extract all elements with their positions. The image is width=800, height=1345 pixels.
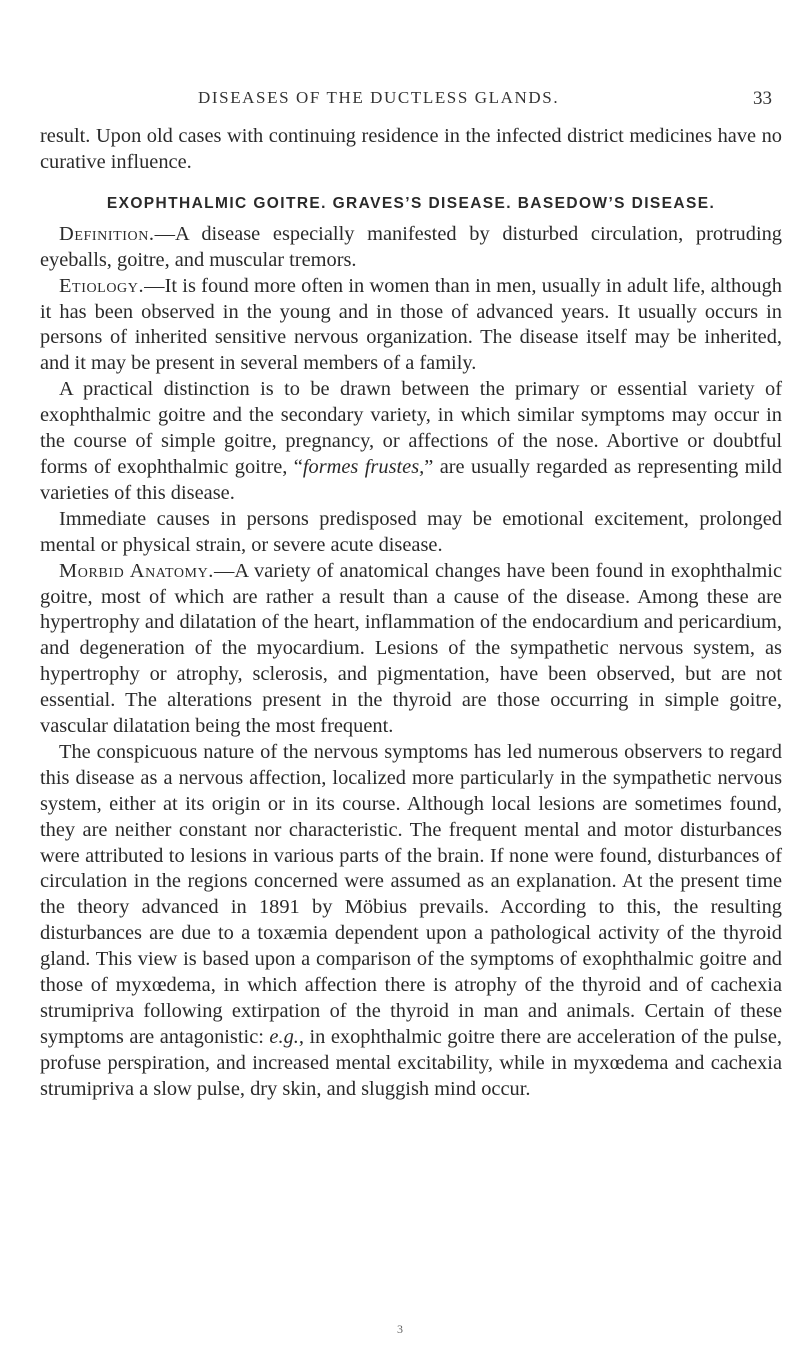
morbid-anatomy-paragraph bbox=[40, 559, 782, 740]
definition-paragraph bbox=[40, 222, 782, 274]
body-text bbox=[40, 124, 782, 1103]
distinction-paragraph bbox=[40, 377, 782, 507]
running-head bbox=[40, 88, 780, 112]
definition-label: Definition. bbox=[59, 222, 155, 245]
morbid-anatomy-label: Morbid Anatomy. bbox=[59, 559, 215, 582]
formes-frustes-term: formes frustes, bbox=[302, 455, 425, 478]
eg-abbreviation: e.g., bbox=[269, 1025, 304, 1048]
immediate-causes-paragraph: Immediate causes in persons predisposed may be emotional excitement, prolonged mental or physical strain, or severe acute disease. bbox=[40, 507, 782, 556]
etiology-text: —It is found more often in women than in men, usually in adult life, although it has been observed in the young and in those of advanced years. It usually occurs in persons of inherited sensitive nervous organization. The disease itself may be inherited, and it may be present in several members of a family. bbox=[40, 274, 782, 375]
nervous-theory-text-start: The conspicuous nature of the nervous symptoms has led numerous observers to regard this disease as a nervous affection, localized more particularly in the sympathetic nervous system, either at its origin or in its course. Although local lesions are sometimes found, they are neither constant nor characteristic. The frequent mental and motor disturbances were attributed to lesions in various parts of the brain. If none were found, disturbances of circulation in the regions concerned were assumed as an explanation. At the present time the theory advanced in 1891 by Möbius prevails. According to this, the resulting disturbances are due to a toxæmia dependent upon a pathological activity of the thyroid gland. This view is based upon a comparison of the symptoms of exophthalmic goitre and those of myxœdema, in which affection there is atrophy of the thyroid and of cachexia strumipriva following extirpation of the thyroid in man and animals. Certain of these symptoms are antagonistic: bbox=[40, 740, 782, 1048]
distinction-text-start: A practical distinction is to be drawn between the primary or essential variety of exophthalmic goitre and the secondary variety, in which similar symptoms may occur in the course of simple goitre, pregnancy, or affections of the nose. Abortive or doubtful forms of exophthalmic goitre, “ bbox=[40, 378, 782, 478]
section-heading: EXOPHTHALMIC GOITRE. GRAVES’S DISEASE. BASEDOW’S DISEASE. bbox=[106, 194, 716, 212]
carry-over-paragraph: result. Upon old cases with continuing residence in the infected district medicines have no curative influence. bbox=[40, 125, 782, 173]
nervous-theory-text-end: in exophthalmic goitre there are acceleration of the pulse, profuse perspiration, and increased mental excitability, while in myxœdema and cachexia strumipriva a slow pulse, dry skin, and sluggish mind occur. bbox=[40, 1025, 782, 1100]
etiology-paragraph bbox=[40, 274, 782, 378]
page-number: 33 bbox=[753, 88, 772, 109]
nervous-theory-paragraph bbox=[40, 740, 782, 1103]
running-title: DISEASES OF THE DUCTLESS GLANDS. bbox=[198, 88, 560, 107]
etiology-label: Etiology. bbox=[59, 274, 145, 297]
definition-text: —A disease especially manifested by disturbed circulation, protruding eyeballs, goitre, and muscular tremors. bbox=[40, 222, 782, 271]
morbid-anatomy-text: —A variety of anatomical changes have been found in exophthalmic goitre, most of which are rather a result than a cause of the disease. Among these are hypertrophy and dilatation of the heart, inflammation of the endocardium and pericardium, and degeneration of the myocardium. Lesions of the sympathetic nervous system, as hypertrophy or atrophy, sclerosis, and pigmentation, have been observed, but are not essential. The alterations present in the thyroid are those occurring in simple goitre, vascular dilatation being the most frequent. bbox=[40, 559, 782, 738]
distinction-text-end: ” are usually regarded as representing mild varieties of this disease. bbox=[40, 455, 782, 504]
signature-mark: 3 bbox=[397, 1322, 403, 1336]
